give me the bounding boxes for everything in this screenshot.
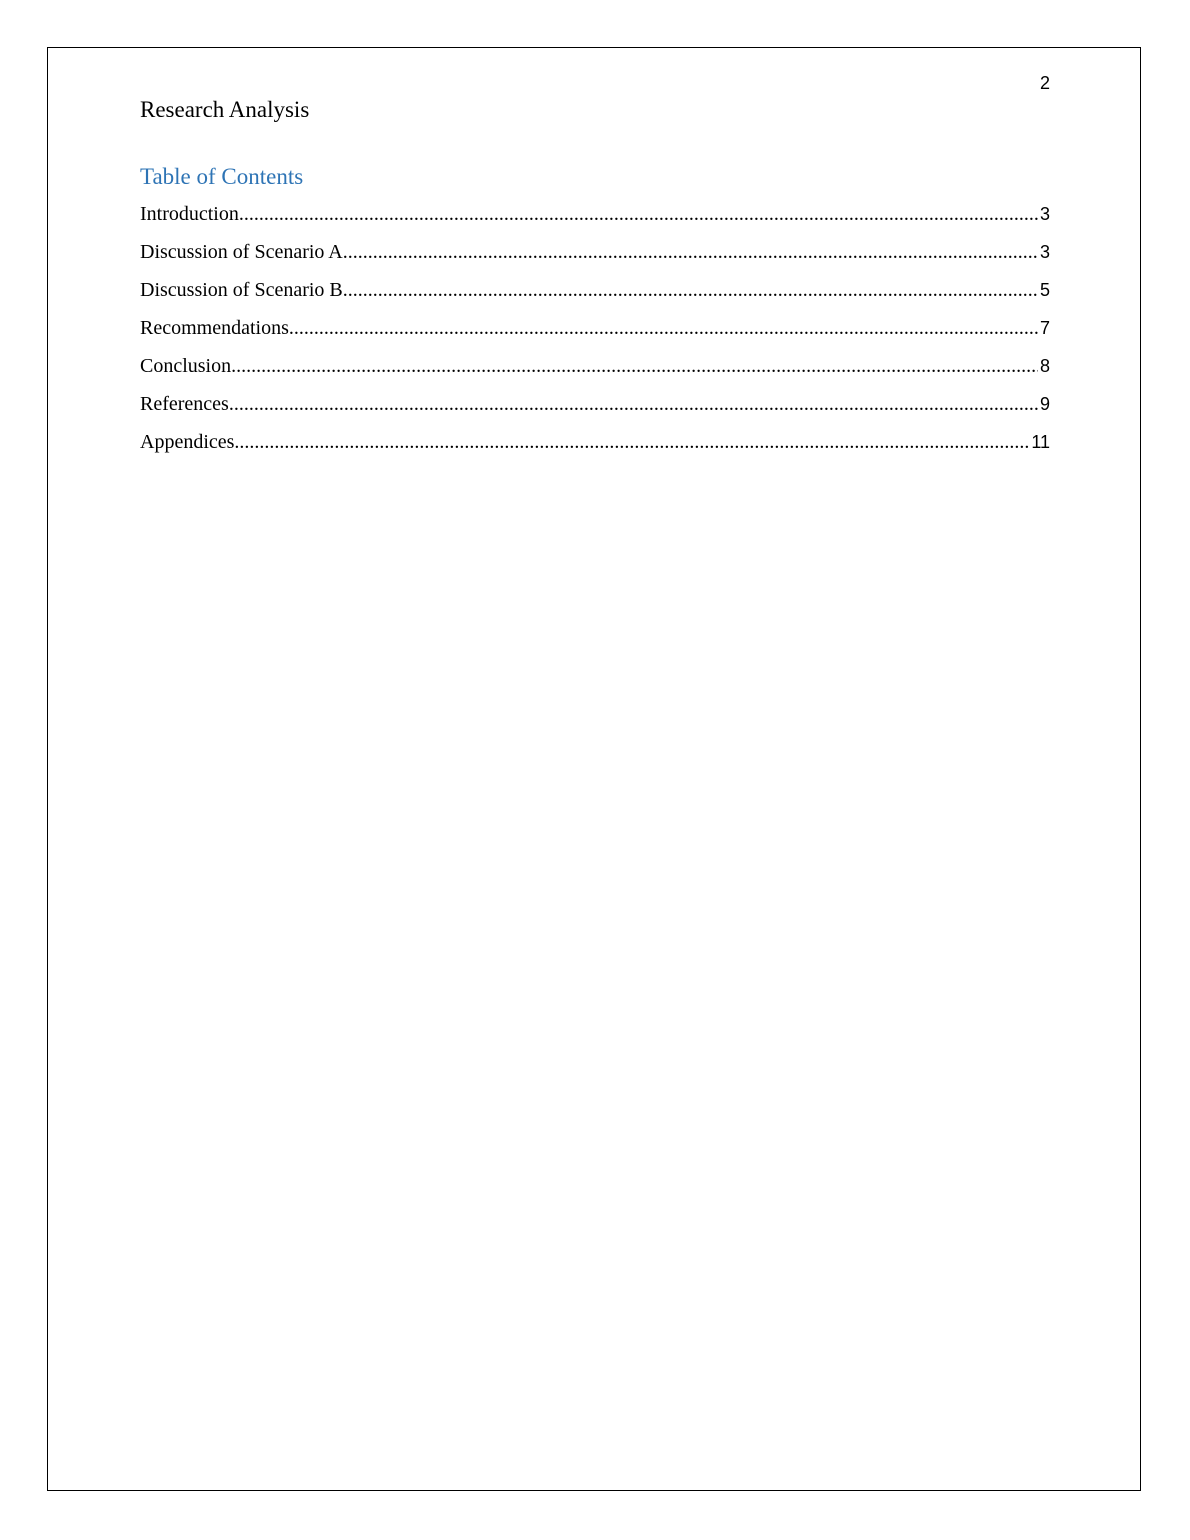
toc-entry-page: 3 (1039, 242, 1050, 262)
toc-dot-leader (343, 241, 1038, 264)
toc-heading: Table of Contents (140, 164, 304, 189)
toc-entry-page: 3 (1039, 204, 1050, 224)
toc-entry-title: References (140, 393, 229, 415)
toc-entry-page: 7 (1039, 318, 1050, 338)
toc-entry-title: Discussion of Scenario B (140, 279, 343, 301)
toc-entry-page: 9 (1039, 394, 1050, 414)
toc-entry-recommendations[interactable] (140, 317, 1050, 355)
toc-entry-discussion-scenario-a[interactable] (140, 241, 1050, 279)
toc-entry-introduction[interactable] (140, 203, 1050, 241)
toc-entry-title: Introduction (140, 203, 239, 225)
toc-entry-references[interactable] (140, 393, 1050, 431)
toc-dot-leader (229, 393, 1038, 416)
toc-entry-title: Discussion of Scenario A (140, 241, 343, 263)
toc-entry-page: 5 (1039, 280, 1050, 300)
toc-entry-title: Appendices (140, 431, 235, 453)
toc-entry-conclusion[interactable] (140, 355, 1050, 393)
toc-entry-discussion-scenario-b[interactable] (140, 279, 1050, 317)
toc-entry-title: Conclusion (140, 355, 232, 377)
toc-entry-page: 8 (1039, 356, 1050, 376)
toc-dot-leader (234, 431, 1029, 454)
toc-dot-leader (231, 355, 1038, 378)
running-head-title: Research Analysis (140, 97, 310, 122)
toc-dot-leader (239, 203, 1038, 226)
toc-dot-leader (289, 317, 1038, 340)
toc-entry-page: 11 (1031, 432, 1050, 452)
toc-entry-appendices[interactable] (140, 431, 1050, 469)
toc-list (140, 203, 1050, 469)
page-number: 2 (1039, 73, 1050, 93)
toc-entry-title: Recommendations (140, 317, 289, 339)
toc-dot-leader (343, 279, 1038, 302)
